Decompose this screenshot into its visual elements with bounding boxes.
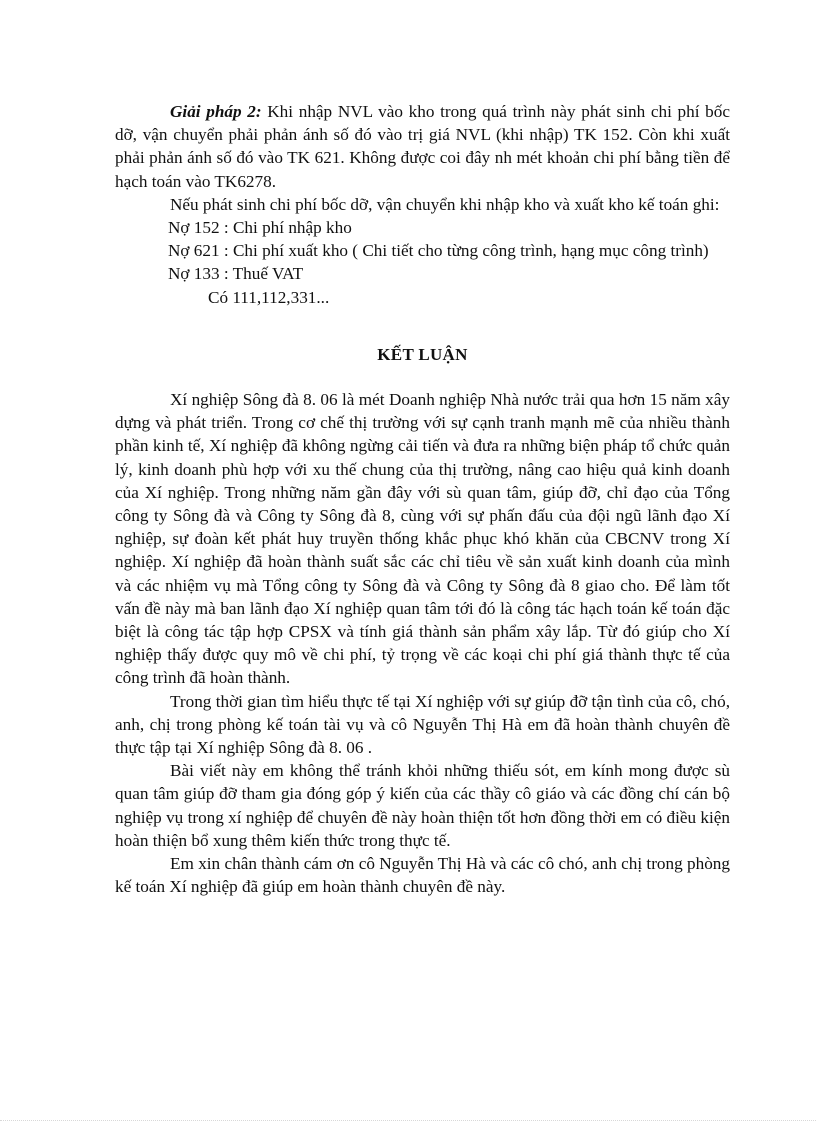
solution-2-text: Khi nhập NVL vào kho trong quá trình này phát sinh chi phí bốc dỡ, vận chuyển phải phản ánh số đó vào trị giá NVL (khi nhập) TK 152. Còn khi xuất phải phản ánh số đó vào TK 621. Không được coi đây nh mét khoản chi phí bằng tiền để hạch toán vào TK6278. [115,102,730,191]
entry-debit-621: Nợ 621 : Chi phí xuất kho ( Chi tiết cho từng công trình, hạng mục công trình) [168,241,709,261]
document-page [115,100,730,899]
conclusion-paragraph-2: Trong thời gian tìm hiểu thực tế tại Xí nghiệp với sự giúp đỡ tận tình của cô, chó, anh, chị trong phòng kế toán tài vụ và cô Nguyễn Thị Hà em đã hoàn thành chuyên đề thực tập tại Xí nghiệp Sông đà 8. 06 . [115,691,730,758]
conclusion-paragraph-4: Em xin chân thành cám ơn cô Nguyễn Thị Hà và các cô chó, anh chị trong phòng kế toán Xí nghiệp đã giúp em hoàn thành chuyên đề này. [115,854,730,897]
conclusion-paragraph-1: Xí nghiệp Sông đà 8. 06 là mét Doanh nghiệp Nhà nước trải qua hơn 15 năm xây dựng và phát triển. Trong cơ chế thị trường với sự cạnh tranh mạnh mẽ của nhiều thành phần kinh tế, Xí nghiệp đã không ngừng cải tiến và đưa ra những biện pháp tổ chức quản lý, kinh doanh phù hợp với xu thế chung của thị trường, nâng cao hiệu quả kinh doanh của Xí nghiệp. Trong những năm gần đây với sù quan tâm, giúp đỡ, chỉ đạo của Tổng công ty Sông đà và Công ty Sông đà 8, cùng với sự phấn đấu của đội ngũ lãnh đạo Xí nghiệp, sự đoàn kết phát huy truyền thống khắc phục khó khăn của CBCNV trong Xí nghiệp. Xí nghiệp đã hoàn thành suất sắc các chỉ tiêu về sản xuất kinh doanh của mình và các nhiệm vụ mà Tổng công ty Sông đà và Công ty Sông đà 8 giao cho. Để làm tốt vấn đề này mà ban lãnh đạo Xí nghiệp quan tâm tới đó là công tác hạch toán kế toán đặc biệt là công tác tập hợp CPSX và tính giá thành sản phẩm xây lắp. Từ đó giúp cho Xí nghiệp thấy được quy mô về chi phí, tỷ trọng về các koại chi phí giá thành thực tế của công trình đã hoàn thành. [115,390,730,688]
solution-2-lead: Giải pháp 2: [170,102,262,121]
conclusion-heading: KẾT LUẬN [377,344,468,364]
solution-2-paragraph [115,100,730,193]
entry-credit: Có 111,112,331... [208,287,330,307]
page-bottom-divider [0,1120,816,1121]
conclusion-paragraph-3: Bài viết này em không thể tránh khỏi những thiếu sót, em kính mong được sù quan tâm giúp đỡ tham gia đóng góp ý kiến của các thầy cô giáo và các đồng chí cán bộ nghiệp vụ trong xí nghiệp để chuyên đề này hoàn thiện tốt hơn đồng thời em có điều kiện hoàn thiện bổ xung thêm kiến thức trong thực tế. [115,761,730,850]
entry-debit-133: Nợ 133 : Thuế VAT [168,264,304,284]
entry-debit-152: Nợ 152 : Chi phí nhập kho [168,218,352,238]
entry-intro: Nếu phát sinh chi phí bốc dỡ, vận chuyển khi nhập kho và xuất kho kế toán ghi: [170,194,720,214]
